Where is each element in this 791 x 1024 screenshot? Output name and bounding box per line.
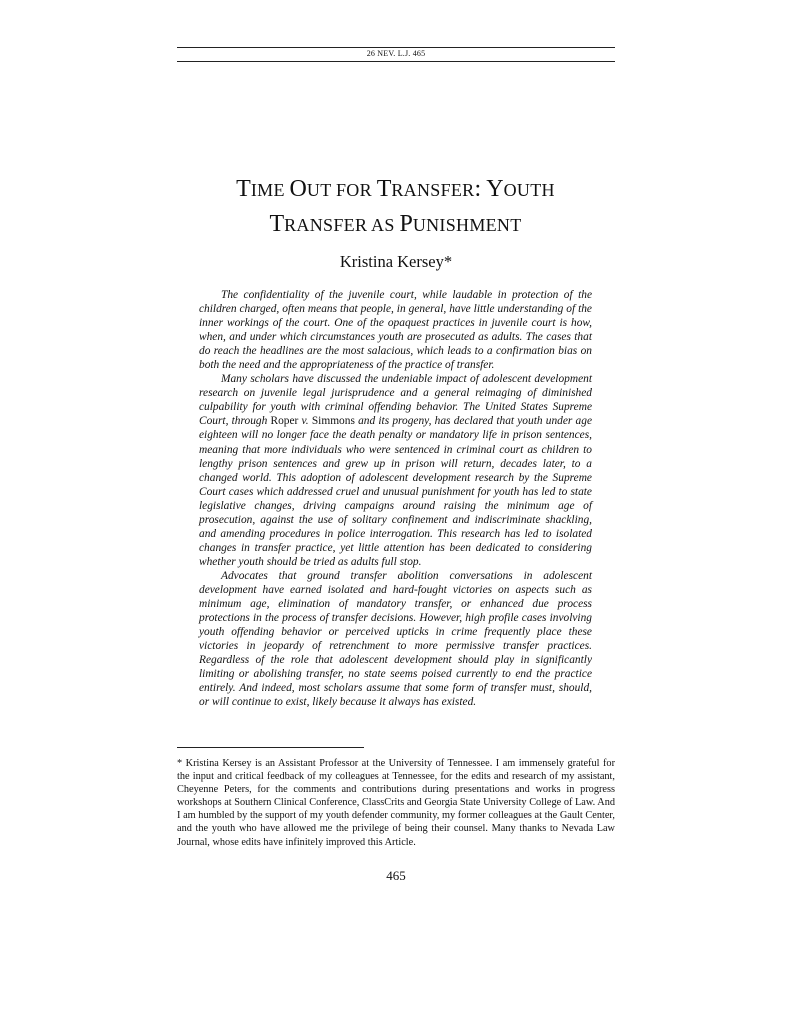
- title-text: T: [236, 176, 251, 202]
- abstract-text: and its progeny, has declared that youth under age eighteen will no longer face the death penalty or mandatory life in prison sentences, meaning that more individuals who were sentenced in criminal court as children to lengthy prison sentences and grew up in prison will return, decades later, to a changed world. This adoption of adolescent development research by the Supreme Court cases which addressed cruel and unusual punishment for youth has led to state legislative changes, driving campaigns around raising the minimum age of prosecution, against the use of solitary confinement and indiscriminate shackling, and amending procedures in police interrogation. This research has led to isolated changes in transfer practice, yet little attention has been dedicated to considering whether youth should be tried as adults full stop.: [199, 415, 592, 568]
- title-text: RANSFER: [391, 180, 475, 200]
- author-name: Kristina Kersey*: [339, 252, 453, 271]
- title-line-1: [236, 176, 555, 202]
- abstract-paragraph-1: The confidentiality of the juvenile court, while laudable in protection of the children charged, often means that people, in general, have little understanding of the inner workings of the court. One of the opaquest practices in juvenile court is how, when, and under which circumstances youth are prosecuted as adults. The cases that do reach the headlines are the most salacious, which leads to a confirmation bias on both the need and the appropriateness of the practice of transfer.: [199, 289, 592, 372]
- abstract-paragraph-3: Advocates that ground transfer abolition conversations in adolescent development have earned isolated and hard-fought victories on aspects such as minimum age, elimination of mandatory transfer, or enhanced due process protections in the process of transfer decisions. However, high profile cases involving youth offending behavior or perceived upticks in crime frequently place these victories in jeopardy of retrenchment to more permissive transfer practices. Regardless of the role that adolescent development should play in significantly limiting or abolishing transfer, no state seems poised currently to end the practice entirely. And indeed, most scholars assume that some form of transfer must, should, or will continue to exist, likely because it always has existed.: [199, 569, 592, 709]
- title-text: IME: [250, 180, 290, 200]
- abstract-paragraph-2: [199, 372, 592, 569]
- title-text: :: [474, 176, 487, 202]
- case-name-simmons: Simmons: [311, 415, 355, 428]
- title-text: O: [289, 176, 307, 202]
- case-name-roper: Roper: [270, 415, 299, 428]
- title-text: OUTH: [503, 180, 555, 200]
- article-title: [150, 172, 641, 242]
- abstract: [199, 288, 592, 709]
- header-bottom-rule: [177, 61, 615, 62]
- footnote-rule: [177, 747, 364, 748]
- title-text: RANSFER AS: [284, 215, 400, 235]
- case-versus: v.: [298, 415, 312, 428]
- title-text: T: [269, 211, 285, 237]
- abstract-text: Many scholars have discussed the undeniable impact of adolescent development research on juvenile legal jurisprudence and a general reimaging of diminished culpability for youth with criminal offending behavior. The United States Supreme Court, through: [199, 373, 592, 428]
- page-number: 465: [386, 868, 406, 883]
- title-text: P: [399, 211, 413, 237]
- running-head: 26 NEV. L.J. 465: [366, 49, 426, 58]
- author-footnote: * Kristina Kersey is an Assistant Professor at the University of Tennessee. I am immensely grateful for the input and critical feedback of my colleagues at Tennessee, for the edits and research of my assistant, Cheyenne Peters, for the comments and contributions during presentations and works in progress workshops at Southern Clinical Conference, ClassCrits and Georgia State University College of Law. And I am humbled by the support of my youth defender community, my former colleagues at the Gault Center, and the youth who have allowed me the privilege of being their counsel. Many thanks to Nevada Law Journal, whose edits have infinitely improved this Article.: [177, 758, 615, 848]
- title-text: T: [376, 176, 392, 202]
- title-text: UT FOR: [306, 180, 377, 200]
- title-text: UNISHMENT: [412, 215, 522, 235]
- title-text: Y: [486, 176, 504, 202]
- title-line-2: [269, 211, 521, 237]
